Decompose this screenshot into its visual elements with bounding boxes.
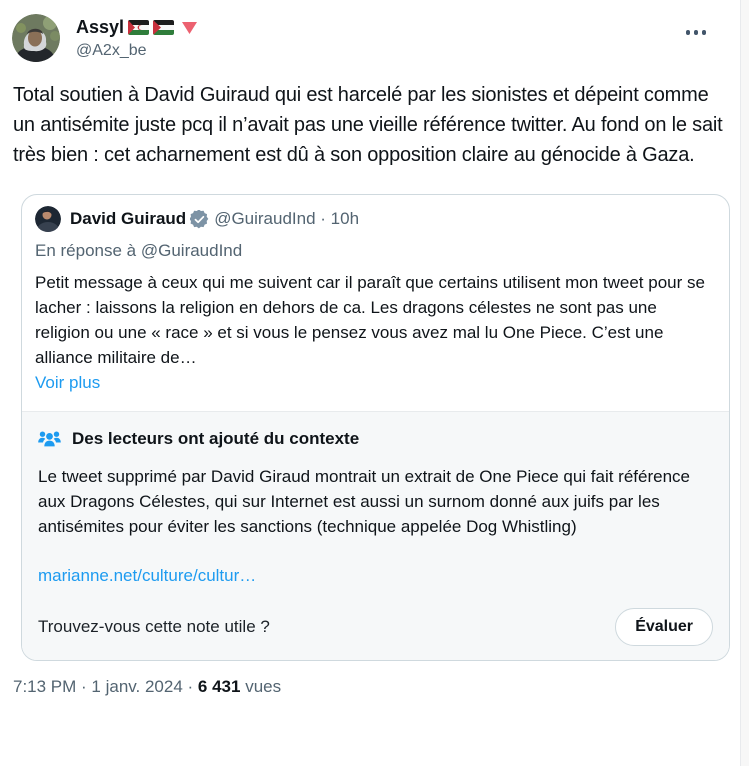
- quoted-author-avatar[interactable]: [35, 206, 61, 232]
- community-note-title: Des lecteurs ont ajouté du contexte: [72, 429, 360, 448]
- tweet-meta: [13, 677, 736, 697]
- tweet-text: Total soutien à David Guiraud qui est harcelé par les sionistes et dépeint comme un antisémite juste pcq il n’avait pas une vieille référence twitter. Au fond on le sait très bien : cet acharnement est dû à son opposition claire au génocide à Gaza.: [13, 84, 723, 166]
- author-name-row: [76, 17, 198, 38]
- quoted-author-avatar-image: [35, 206, 61, 232]
- author-avatar-image: [12, 14, 60, 62]
- views-count: 6 431: [197, 677, 241, 696]
- community-note-source-link[interactable]: marianne.net/culture/cultur…: [38, 566, 257, 585]
- author-handle[interactable]: @A2x_be: [76, 42, 147, 59]
- quoted-tweet-header: [35, 206, 716, 232]
- palestine-flag-icon: [153, 20, 174, 35]
- western-sahara-flag-icon: [128, 20, 149, 35]
- more-icon[interactable]: [683, 27, 710, 38]
- quoted-author-name[interactable]: David Guiraud: [70, 209, 187, 228]
- tweet-header: [0, 0, 749, 62]
- note-useful-prompt: Trouvez-vous cette note utile ?: [38, 617, 270, 636]
- author-avatar[interactable]: [12, 14, 60, 62]
- author-block: [76, 14, 198, 60]
- community-note-footer: [38, 608, 713, 646]
- quoted-tweet-text: Petit message à ceux qui me suivent car il paraît que certains utilisent mon tweet pour se lacher : laissons la religion en dehors de ca. Les dragons célestes ne sont pas une religion ou une « race » et si vous le pensez vous avez mal lu One Piece. C’est une alliance militaire de…: [35, 273, 705, 367]
- rate-note-button[interactable]: Évaluer: [615, 608, 713, 646]
- quoted-tweet-body: [22, 195, 729, 411]
- quoted-tweet-card[interactable]: [21, 194, 730, 661]
- views-label: vues: [245, 677, 282, 696]
- author-name[interactable]: Assyl: [76, 17, 125, 37]
- verified-badge-icon: [190, 210, 209, 229]
- community-note-people-icon: [38, 430, 61, 449]
- show-more-link[interactable]: Voir plus: [35, 373, 101, 392]
- quoted-author-handle-time[interactable]: @GuiraudInd · 10h: [214, 209, 360, 228]
- community-note-header: [38, 429, 713, 449]
- tweet-timestamp: 7:13 PM · 1 janv. 2024 ·: [13, 677, 194, 696]
- community-note-body: Le tweet supprimé par David Giraud montrait un extrait de One Piece qui fait référence aux Dragons Célestes, qui sur Internet est aussi un surnom donné aux juifs par les antisémites pour éviter les sanctions (technique appelée Dog Whistling): [38, 467, 691, 536]
- page-right-gutter: [740, 0, 749, 766]
- red-triangle-icon: [181, 21, 198, 35]
- reply-context: En réponse à @GuiraudInd: [35, 241, 243, 260]
- community-note: [22, 411, 729, 660]
